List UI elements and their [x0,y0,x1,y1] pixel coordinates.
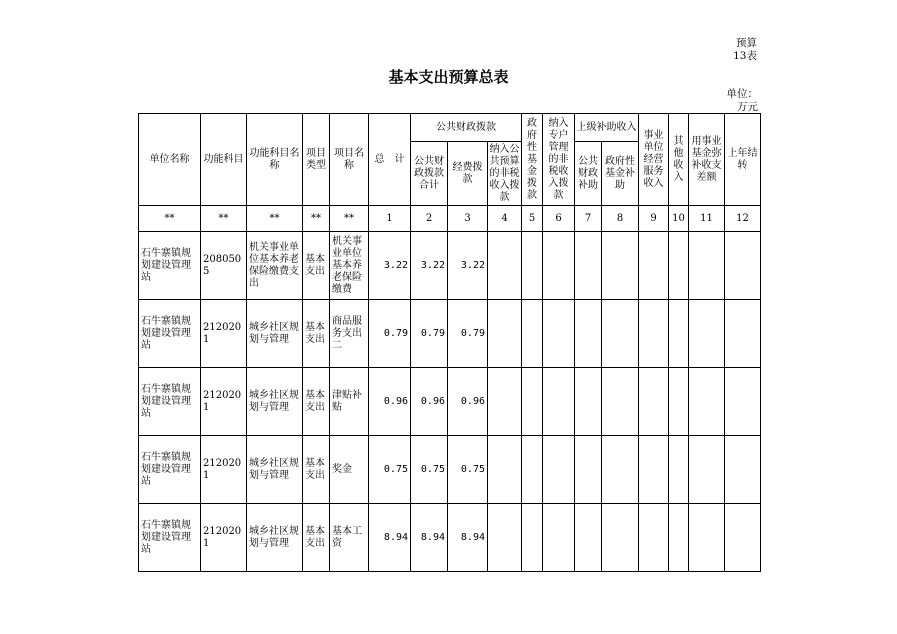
header-special-nontax: 纳入专户管理的非税收入拨款 [543,114,575,206]
cell-empty [575,232,602,300]
cell-item-type: 基本支出 [303,436,330,504]
cell-empty [639,368,669,436]
cell-total: 3.22 [369,232,411,300]
cell-pf-total: 3.22 [411,232,448,300]
table-row [139,436,761,504]
index-cell: ** [247,206,303,232]
cell-pf-funding: 0.79 [448,300,488,368]
cell-empty [669,436,689,504]
header-unit-name: 单位名称 [139,114,201,206]
index-cell: 7 [575,206,602,232]
cell-item-name: 津贴补贴 [330,368,369,436]
cell-empty [725,368,761,436]
cell-total: 0.75 [369,436,411,504]
cell-empty [602,300,639,368]
header-carryover: 上年结转 [725,114,761,206]
cell-item-name: 基本工资 [330,504,369,572]
cell-empty [669,368,689,436]
cell-unit-name: 石牛寨镇规划建设管理站 [139,436,201,504]
table-row [139,368,761,436]
cell-empty [639,300,669,368]
cell-empty [689,300,725,368]
cell-item-type: 基本支出 [303,232,330,300]
index-cell: 6 [543,206,575,232]
page-title: 基本支出预算总表 [388,68,509,86]
cell-func-code: 2120201 [201,368,247,436]
cell-total: 0.96 [369,368,411,436]
cell-item-type: 基本支出 [303,300,330,368]
index-cell: 4 [488,206,522,232]
header-total: 总 计 [369,114,411,206]
cell-pf-total: 0.79 [411,300,448,368]
cell-empty [689,232,725,300]
header-public-finance: 公共财政拨款 [411,114,522,142]
cell-empty [669,504,689,572]
unit-label: 单位：万元 [726,88,758,113]
cell-empty [543,504,575,572]
cell-empty [522,368,543,436]
cell-empty [522,504,543,572]
cell-func-code: 2120201 [201,504,247,572]
cell-empty [602,232,639,300]
cell-empty [602,504,639,572]
budget-table [138,113,761,572]
cell-empty [543,436,575,504]
header-gov-fund: 政府性基金拨款 [522,114,543,206]
cell-empty [543,368,575,436]
cell-empty [488,300,522,368]
cell-item-type: 基本支出 [303,504,330,572]
index-cell: 2 [411,206,448,232]
cell-empty [488,436,522,504]
cell-empty [639,232,669,300]
header-superior-subsidy: 上级补助收入 [575,114,639,142]
cell-empty [669,232,689,300]
table-row [139,300,761,368]
index-cell: 10 [669,206,689,232]
cell-pf-funding: 0.96 [448,368,488,436]
cell-empty [575,504,602,572]
index-cell: 5 [522,206,543,232]
cell-empty [602,436,639,504]
cell-func-name: 机关事业单位基本养老保险缴费支出 [247,232,303,300]
cell-pf-total: 8.94 [411,504,448,572]
index-cell: ** [330,206,369,232]
cell-pf-funding: 3.22 [448,232,488,300]
cell-item-name: 机关事业单位基本养老保险缴费 [330,232,369,300]
cell-pf-total: 0.96 [411,368,448,436]
cell-empty [689,504,725,572]
cell-pf-funding: 8.94 [448,504,488,572]
cell-func-code: 2120201 [201,300,247,368]
cell-unit-name: 石牛寨镇规划建设管理站 [139,300,201,368]
index-cell: ** [303,206,330,232]
table-row [139,504,761,572]
header-other-income: 其他收入 [669,114,689,206]
cell-item-name: 奖金 [330,436,369,504]
cell-empty [669,300,689,368]
header-pf-funding: 经费拨款 [448,142,488,206]
cell-empty [725,232,761,300]
cell-total: 8.94 [369,504,411,572]
cell-empty [488,504,522,572]
index-cell: 12 [725,206,761,232]
header-business-income: 事业单位经营服务收入 [639,114,669,206]
cell-unit-name: 石牛寨镇规划建设管理站 [139,368,201,436]
header-item-type: 项目类型 [303,114,330,206]
header-sup-gov-fund: 政府性基金补助 [602,142,639,206]
cell-empty [639,436,669,504]
cell-empty [602,368,639,436]
cell-func-code: 2080505 [201,232,247,300]
header-func-name: 功能科目名称 [247,114,303,206]
table-row [139,232,761,300]
index-cell: ** [201,206,247,232]
cell-total: 0.79 [369,300,411,368]
cell-empty [575,368,602,436]
header-pf-nontax: 纳入公共预算的非税收入拨款 [488,142,522,206]
table-number-note: 预算13表 [733,37,757,62]
cell-empty [575,300,602,368]
index-cell: 8 [602,206,639,232]
cell-empty [488,232,522,300]
index-cell: 9 [639,206,669,232]
header-pf-total: 公共财政拨款合计 [411,142,448,206]
cell-empty [689,436,725,504]
index-cell: 1 [369,206,411,232]
cell-empty [725,436,761,504]
cell-pf-funding: 0.75 [448,436,488,504]
header-item-name: 项目名称 [330,114,369,206]
cell-empty [543,232,575,300]
cell-empty [522,300,543,368]
cell-empty [689,368,725,436]
cell-item-name: 商品服务支出二 [330,300,369,368]
header-func-code: 功能科目 [201,114,247,206]
cell-empty [725,300,761,368]
index-cell: ** [139,206,201,232]
cell-func-name: 城乡社区规划与管理 [247,300,303,368]
cell-func-code: 2120201 [201,436,247,504]
index-cell: 3 [448,206,488,232]
cell-func-name: 城乡社区规划与管理 [247,368,303,436]
cell-unit-name: 石牛寨镇规划建设管理站 [139,504,201,572]
header-fund-offset: 用事业基金弥补收支差额 [689,114,725,206]
cell-empty [522,232,543,300]
cell-empty [639,504,669,572]
index-cell: 11 [689,206,725,232]
cell-func-name: 城乡社区规划与管理 [247,504,303,572]
cell-item-type: 基本支出 [303,368,330,436]
cell-empty [522,436,543,504]
cell-empty [543,300,575,368]
cell-empty [488,368,522,436]
index-row [139,206,761,232]
cell-pf-total: 0.75 [411,436,448,504]
cell-func-name: 城乡社区规划与管理 [247,436,303,504]
header-sup-public: 公共财政补助 [575,142,602,206]
cell-empty [575,436,602,504]
cell-unit-name: 石牛寨镇规划建设管理站 [139,232,201,300]
cell-empty [725,504,761,572]
